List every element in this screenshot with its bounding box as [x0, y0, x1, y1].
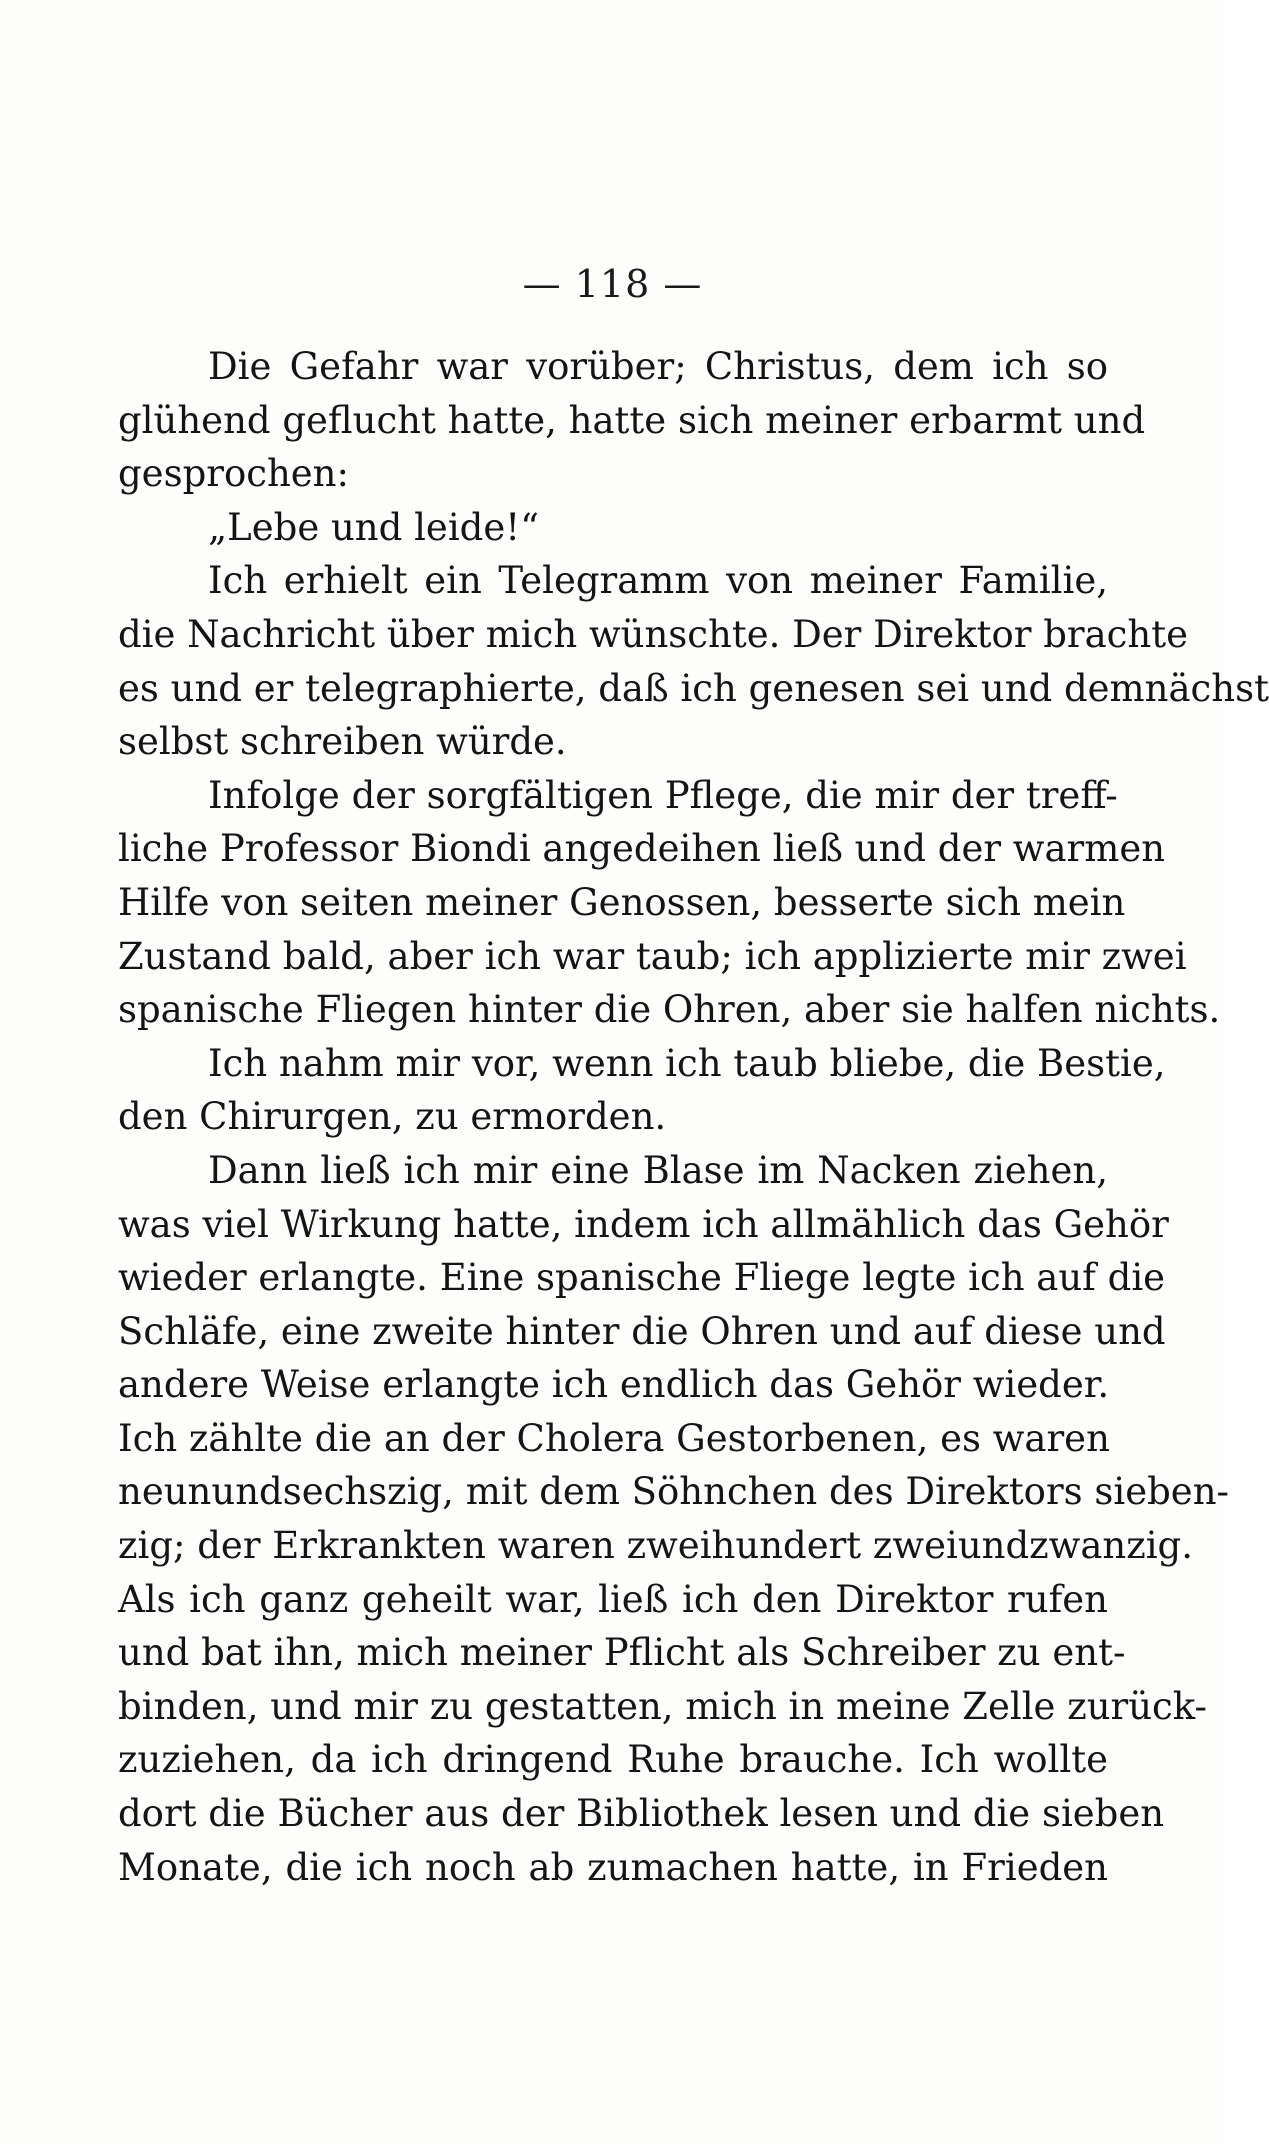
- text-line: liche Professor Biondi angedeihen ließ und der warmen: [118, 827, 1166, 871]
- text-line: Als ich ganz geheilt war, ließ ich den Direktor rufen: [118, 1577, 1108, 1621]
- text-line: Hilfe von seiten meiner Genossen, besserte sich mein: [118, 880, 1126, 924]
- text-line: Infolge der sorgfältigen Pflege, die mir der treff-: [208, 773, 1118, 817]
- text-line: es und er telegraphierte, daß ich genesen sei und demnächst: [118, 666, 1269, 710]
- text-line: spanische Fliegen hinter die Ohren, aber sie halfen nichts.: [118, 988, 1221, 1032]
- text-line: Die Gefahr war vorüber; Christus, dem ich so: [208, 345, 1108, 388]
- text-line: und bat ihn, mich meiner Pflicht als Schreiber zu ent-: [118, 1631, 1126, 1675]
- text-line: den Chirurgen, zu ermorden.: [118, 1095, 667, 1139]
- text-line: zig; der Erkrankten waren zweihundert zweiundzwanzig.: [118, 1524, 1193, 1568]
- text-line: Monate, die ich noch ab zumachen hatte, in Frieden: [118, 1845, 1108, 1889]
- text-line: glühend geflucht hatte, hatte sich meiner erbarmt und: [118, 398, 1146, 442]
- text-line: was viel Wirkung hatte, indem ich allmählich das Gehör: [118, 1202, 1169, 1246]
- page-number: — 118 —: [522, 262, 703, 306]
- text-line: Zustand bald, aber ich war taub; ich applizierte mir zwei: [118, 934, 1187, 978]
- text-line: Dann ließ ich mir eine Blase im Nacken ziehen,: [208, 1148, 1108, 1192]
- text-line: Schläfe, eine zweite hinter die Ohren und auf diese und: [118, 1309, 1166, 1353]
- text-line: wieder erlangte. Eine spanische Fliege legte ich auf die: [118, 1256, 1166, 1300]
- text-line: die Nachricht über mich wünschte. Der Direktor brachte: [118, 612, 1188, 656]
- text-line: selbst schreiben würde.: [118, 720, 567, 764]
- text-line: zuziehen, da ich dringend Ruhe brauche. Ich wollte: [118, 1738, 1108, 1782]
- text-line: Ich zählte die an der Cholera Gestorbenen, es waren: [118, 1416, 1110, 1460]
- body-text: [118, 340, 1269, 1894]
- text-line: Ich nahm mir vor, wenn ich taub bliebe, die Bestie,: [208, 1041, 1166, 1085]
- text-line: neunundsechszig, mit dem Söhnchen des Direktors sieben-: [118, 1470, 1230, 1514]
- text-line: gesprochen:: [118, 452, 349, 496]
- text-line: binden, und mir zu gestatten, mich in meine Zelle zurück-: [118, 1684, 1208, 1728]
- text-line: dort die Bücher aus der Bibliothek lesen und die sieben: [118, 1792, 1165, 1836]
- text-line: „Lebe und leide!“: [208, 505, 540, 549]
- text-line: andere Weise erlangte ich endlich das Gehör wieder.: [118, 1363, 1110, 1407]
- text-line: Ich erhielt ein Telegramm von meiner Familie,: [208, 559, 1108, 603]
